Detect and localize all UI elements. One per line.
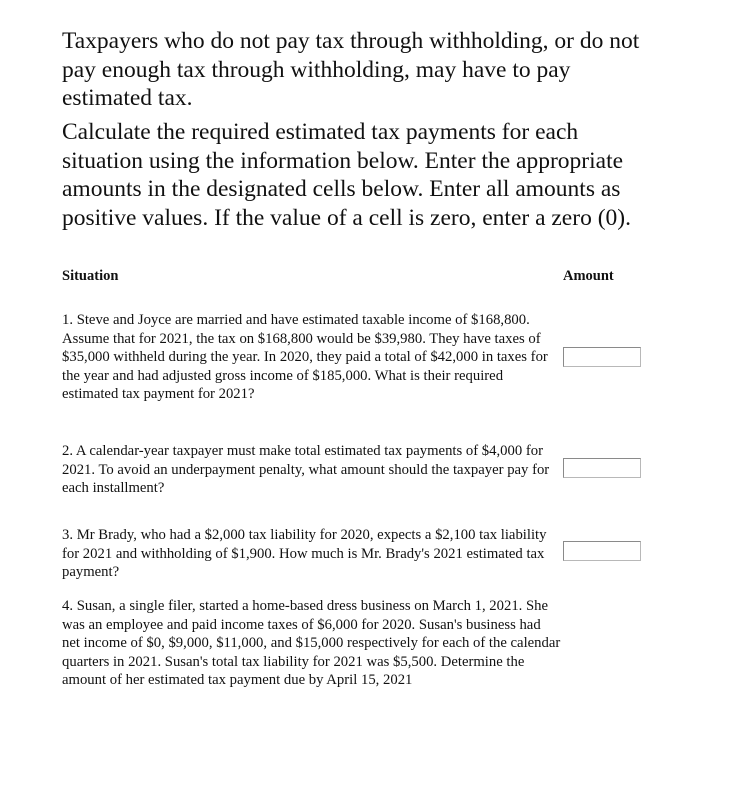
intro-paragraph: Taxpayers who do not pay tax through withholding, or do not pay enough tax through withholding, may have to pay estimated tax. [62,28,640,111]
situation-4-text: 4. Susan, a single filer, started a home-based dress business on March 1, 2021. She was an employee and paid income taxes of $6,000 for 2020. Susan's business had net income of $0, $9,000, $11,000, and $15,000 respectively for each of the calendar quarters in 2021. Susan's total tax liability for 2021 was $5,500. Determine the amount of her estimated tax payment due by April 15, 2021 [62,598,561,689]
situation-2-text: 2. A calendar-year taxpayer must make total estimated tax payments of $4,000 for 2021. To avoid an underpayment penalty, what amount should the taxpayer pay for each installment? [62,443,550,497]
situation-2-amount-input[interactable] [563,458,641,478]
instructions-paragraph: Calculate the required estimated tax payments for each situation using the information below. Enter the appropriate amounts in the designated cells below. Enter all amounts as positive values. If the value of a cell is zero, enter a zero (0). [62,119,631,231]
amount-column-header: Amount [563,268,614,284]
situation-column-header: Situation [62,268,119,284]
situation-3-amount-input[interactable] [563,541,641,561]
situation-1-text: 1. Steve and Joyce are married and have estimated taxable income of $168,800. Assume that for 2021, the tax on $168,800 would be $39,980. They have taxes of $35,000 withheld during the year. In 2020, they paid a total of $42,000 in taxes for the year and had adjusted gross income of $185,000. What is their required estimated tax payment for 2021? [62,312,548,403]
situation-3-text: 3. Mr Brady, who had a $2,000 tax liability for 2020, expects a $2,100 tax liability for 2021 and withholding of $1,900. How much is Mr. Brady's 2021 estimated tax payment? [62,527,547,581]
situation-1-amount-input[interactable] [563,347,641,367]
